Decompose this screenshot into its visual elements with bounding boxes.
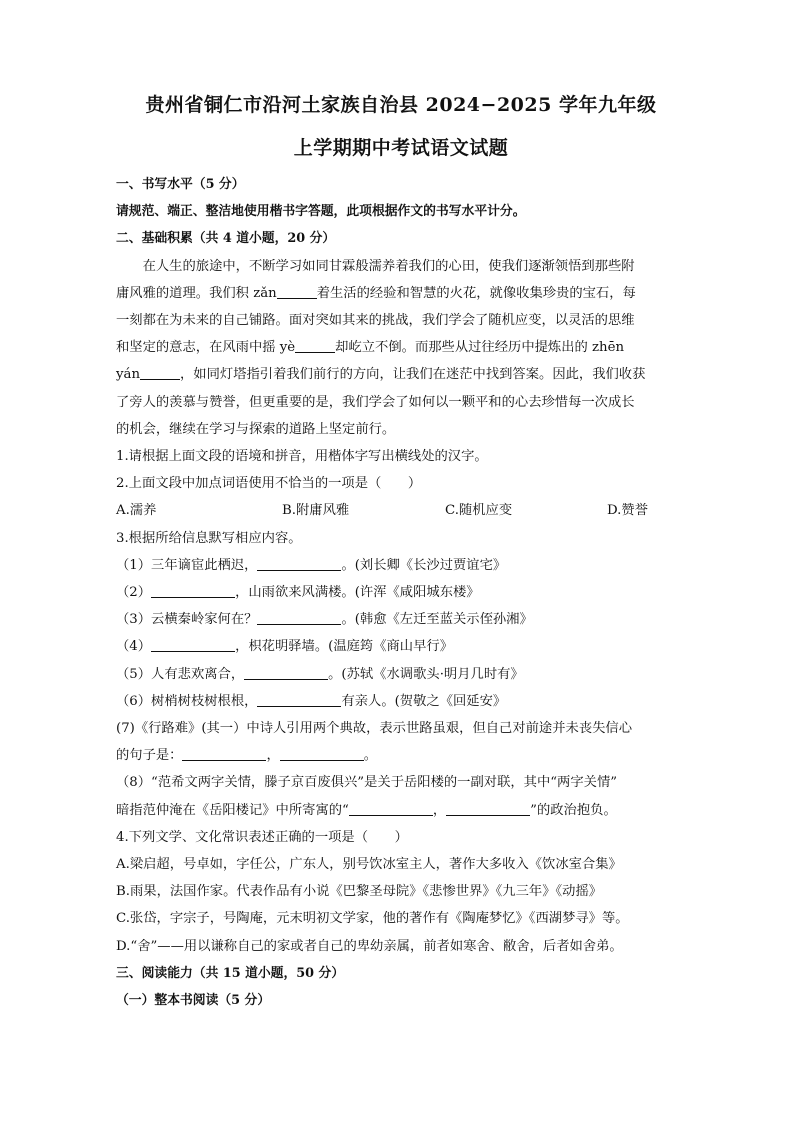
dictation-item-7: (7)《行路难》(其一）中诗人引用两个典故，表示世路虽艰，但自己对前途并未丧失信心 xyxy=(116,721,633,737)
dictation-item-7-answer: 的句子是： ， 。 xyxy=(116,748,378,764)
dictation-blank[interactable] xyxy=(257,610,341,625)
question-4-option-c[interactable]: C.张岱，字宗子，号陶庵，元末明初文学家，他的著作有《陶庵梦忆》《西湖梦寻》等。 xyxy=(116,911,629,927)
dictation-blank[interactable] xyxy=(257,556,341,571)
question-4-option-d[interactable]: D.“舍”——用以谦称自己的家或者自己的卑幼亲属，前者如寒舍、敝舍，后者如舍弟。 xyxy=(116,938,623,954)
dictation-item: （6）树梢树枝树根根， 有亲人。(贺敬之《回延安》 xyxy=(116,693,507,709)
reading-passage xyxy=(116,253,686,443)
question-3-stem: 3.根据所给信息默写相应内容。 xyxy=(116,530,302,546)
dictation-blank[interactable] xyxy=(151,583,235,598)
dictation-blank[interactable] xyxy=(244,665,328,680)
dictation-blank[interactable] xyxy=(280,746,364,761)
exam-page xyxy=(116,92,686,1014)
question-2-options xyxy=(116,497,686,524)
pinyin-blank[interactable] xyxy=(295,338,335,353)
dictation-blank[interactable] xyxy=(151,637,235,652)
dictation-item: （2） ，山雨欲来风满楼。(许浑《咸阳城东楼》 xyxy=(116,585,480,601)
dictation-item: （3）云横秦岭家何在？ 。(韩愈《左迁至蓝关示侄孙湘》 xyxy=(116,612,533,628)
passage-line: 和坚定的意志，在风雨中摇 yè 却屹立不倒。而那些从过往经历中提炼出的 zhēn xyxy=(116,340,625,356)
question-4-option-b[interactable]: B.雨果，法国作家。代表作品有小说《巴黎圣母院》《悲惨世界》《九三年》《动摇》 xyxy=(116,884,603,900)
question-4-option-a[interactable]: A.梁启超，号卓如，字任公，广东人，别号饮冰室主人，著作大多收入《饮冰室合集》 xyxy=(116,857,622,873)
dictation-item: （1）三年谪宦此栖迟， 。(刘长卿《长沙过贾谊宅》 xyxy=(116,557,507,573)
passage-line: 一刻都在为未来的自己铺路。面对突如其来的挑战，我们学会了随机应变，以灵活的思维 xyxy=(116,313,635,329)
option-b[interactable]: B.附庸风雅 xyxy=(282,503,350,519)
option-c[interactable]: C.随机应变 xyxy=(445,503,513,519)
option-d[interactable]: D.赞誉 xyxy=(607,503,649,519)
section3-subheading: （一）整本书阅读（5 分） xyxy=(116,993,271,1009)
dictation-item-8: （8）“范希文两字关情，滕子京百废俱兴”是关于岳阳楼的一副对联，其中“两字关情” xyxy=(116,775,618,791)
pinyin-blank[interactable] xyxy=(140,365,180,380)
passage-line: 庸风雅的道理。我们积 zǎn 着生活的经验和智慧的火花，就像收集珍贵的宝石，每 xyxy=(116,285,636,301)
dictation-blank[interactable] xyxy=(257,692,341,707)
passage-line: 在人生的旅途中，不断学习如同甘霖般濡养着我们的心田，使我们逐渐领悟到那些附 xyxy=(142,258,635,274)
exam-title-line1: 贵州省铜仁市沿河土家族自治县 2024−2025 学年九年级 xyxy=(145,94,657,116)
question-2-stem: 2.上面文段中加点词语使用不恰当的一项是（ ） xyxy=(116,476,422,492)
dictation-item: （5）人有悲欢离合， 。(苏轼《水调歌头·明月几时有》 xyxy=(116,666,524,682)
question-1: 1.请根据上面文段的语境和拼音，用楷体字写出横线处的汉字。 xyxy=(116,449,488,465)
passage-line: 了旁人的羡慕与赞誉，但更重要的是，我们学会了如何以一颗平和的心去珍惜每一次成长 xyxy=(116,394,635,410)
dictation-blank[interactable] xyxy=(349,801,433,816)
pinyin-blank[interactable] xyxy=(277,284,317,299)
question-4-stem: 4.下列文学、文化常识表述正确的一项是（ ） xyxy=(116,829,408,845)
section2-heading: 二、基础积累（共 4 道小题，20 分） xyxy=(116,231,336,247)
dictation-item-8-answer: 暗指范仲淹在《岳阳楼记》中所寄寓的“ ， ”的政治抱负。 xyxy=(116,802,617,818)
section1-instruction: 请规范、端正、整洁地使用楷书字答题，此项根据作文的书写水平计分。 xyxy=(116,204,526,220)
exam-title-line2: 上学期期中考试语文试题 xyxy=(293,137,509,159)
option-a[interactable]: A.濡养 xyxy=(116,503,157,519)
section3-heading: 三、阅读能力（共 15 道小题，50 分） xyxy=(116,965,345,981)
dictation-blank[interactable] xyxy=(182,746,266,761)
passage-line: 的机会，继续在学习与探索的道路上坚定前行。 xyxy=(116,421,396,437)
dictation-blank[interactable] xyxy=(446,801,530,816)
passage-line: yán ，如同灯塔指引着我们前行的方向，让我们在迷茫中找到答案。因此，我们收获 xyxy=(116,367,646,383)
dictation-item: （4） ，枳花明驿墙。(温庭筠《商山早行》 xyxy=(116,639,453,655)
section1-heading: 一、书写水平（5 分） xyxy=(116,177,245,192)
